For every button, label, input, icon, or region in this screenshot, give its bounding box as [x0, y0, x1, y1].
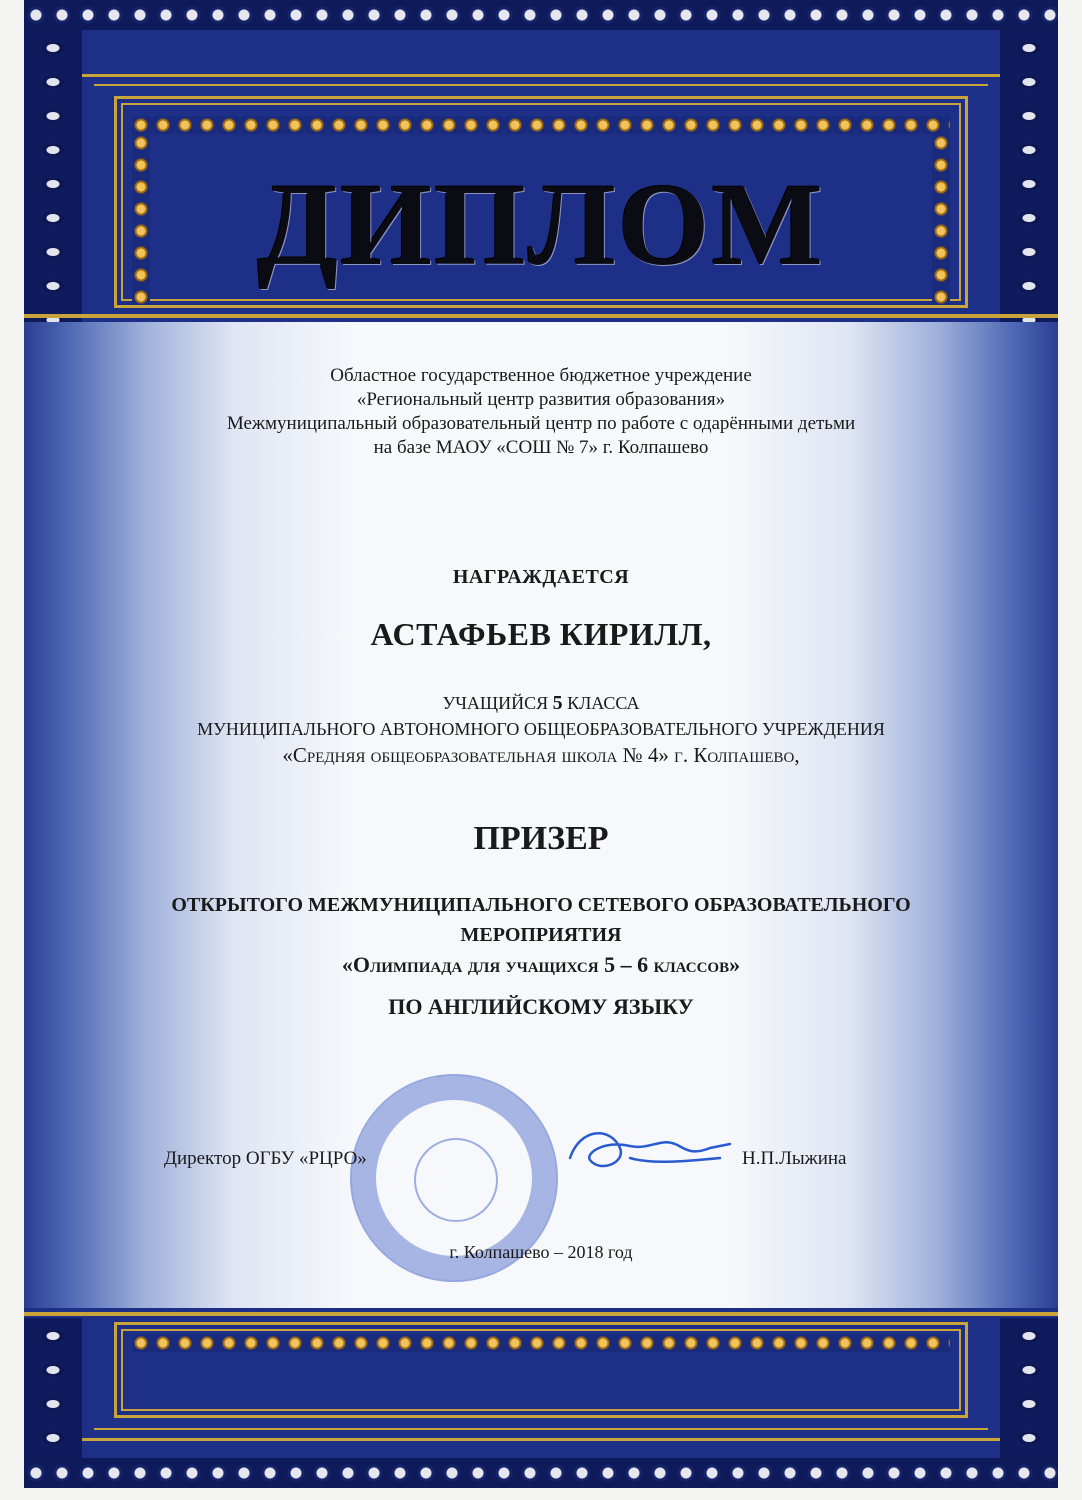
- diploma-title: ДИПЛОМ: [257, 159, 825, 290]
- recipient-name: АСТАФЬЕВ КИРИЛЛ,: [370, 616, 712, 652]
- director-signature: [560, 1118, 740, 1188]
- top-palmette-row: [24, 0, 1058, 30]
- jewel-row-top: [132, 116, 950, 134]
- event-title-line: «Олимпиада для учащихся 5 – 6 классов»: [341, 952, 741, 977]
- pupil-grade-prefix: УЧАЩИЙСЯ: [442, 693, 553, 713]
- place-and-year: г. Колпашево – 2018 год: [449, 1242, 633, 1262]
- gold-rule: [94, 1428, 988, 1430]
- bottom-ornament-band: [24, 1308, 1058, 1488]
- prize-heading: ПРИЗЕР: [473, 820, 609, 857]
- pupil-grade-number: 5: [552, 692, 563, 714]
- gold-rule: [24, 314, 1058, 318]
- diploma-page: [24, 0, 1058, 1488]
- school-type-line: МУНИЦИПАЛЬНОГО АВТОНОМНОГО ОБЩЕОБРАЗОВАТЕЛЬНОГО УЧРЕЖДЕНИЯ: [197, 719, 885, 739]
- top-ornament-band: [24, 0, 1058, 322]
- pupil-grade-line: [24, 690, 1058, 716]
- organization-line: Областное государственное бюджетное учреждение: [330, 365, 752, 386]
- school-name-line: «Средняя общеобразовательная школа № 4» г. Колпашево,: [282, 743, 800, 767]
- organization-line: «Региональный центр развития образования»: [356, 389, 726, 410]
- organization-line: на базе МАОУ «СОШ № 7» г. Колпашево: [373, 437, 709, 458]
- organization-line: Межмуниципальный образовательный центр по работе с одарёнными детьми: [226, 413, 856, 434]
- awarded-heading: НАГРАЖДАЕТСЯ: [452, 566, 630, 588]
- jewel-row-bottom: [132, 1334, 950, 1352]
- gold-rule: [94, 84, 988, 86]
- gold-rule: [24, 1312, 1058, 1316]
- pupil-info: [24, 690, 1058, 768]
- signatory-title: Директор ОГБУ «РЦРО»: [164, 1148, 367, 1169]
- event-line: ОТКРЫТОГО МЕЖМУНИЦИПАЛЬНОГО СЕТЕВОГО ОБРАЗОВАТЕЛЬНОГО: [171, 894, 911, 916]
- gold-rule: [82, 74, 1000, 77]
- event-block: [24, 890, 1058, 980]
- subject-line: ПО АНГЛИЙСКОМУ ЯЗЫКУ: [388, 994, 694, 1019]
- stamp-emblem: [414, 1138, 498, 1222]
- bottom-palmette-row: [24, 1458, 1058, 1488]
- signatory-name: Н.П.Лыжина: [742, 1148, 847, 1169]
- pupil-grade-suffix: КЛАССА: [562, 693, 640, 713]
- gold-rule: [82, 1438, 1000, 1441]
- organization-block: [24, 364, 1058, 460]
- event-line: МЕРОПРИЯТИЯ: [460, 924, 622, 946]
